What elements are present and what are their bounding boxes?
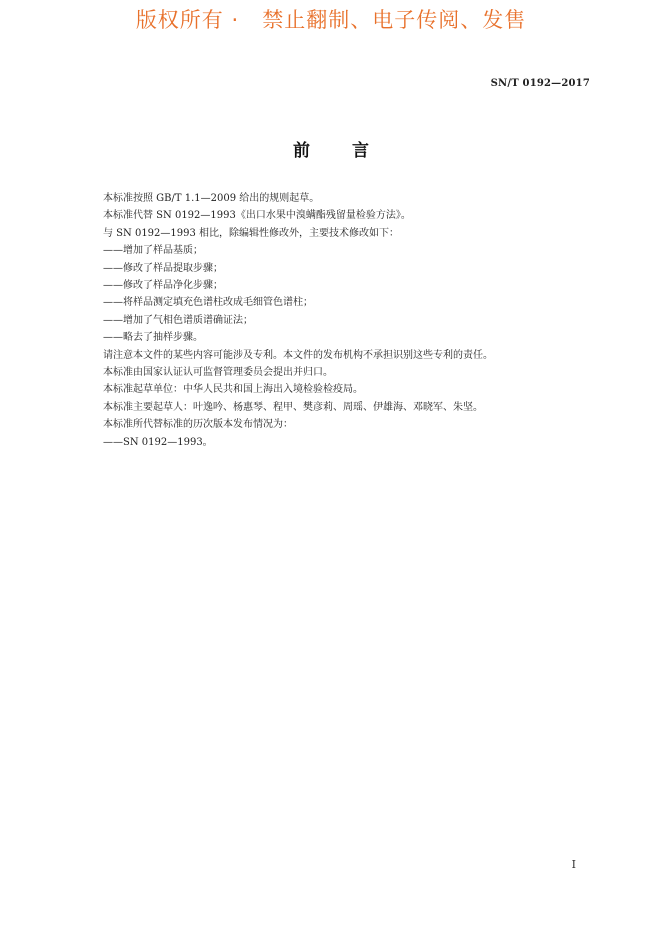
text-line: 本标准代替 SN 0192—1993《出口水果中溴螨酯残留量检验方法》。 (103, 210, 411, 222)
list-item: ——修改了样品提取步骤； (103, 262, 223, 274)
standard-code: SN/T 0192—2017 (490, 78, 590, 89)
text-line: 本标准主要起草人：叶逸吟、杨惠琴、程甲、樊彦莉、周瑶、伊雄海、邓晓军、朱坚。 (103, 401, 483, 413)
foreword-body (103, 190, 593, 451)
page-number: I (571, 858, 576, 871)
page-title: 前言 (293, 141, 411, 161)
text-line: 本标准所代替标准的历次版本发布情况为： (103, 419, 293, 431)
text-line: 与 SN 0192—1993 相比，除编辑性修改外，主要技术修改如下： (103, 227, 400, 239)
list-item: ——SN 0192—1993。 (103, 436, 213, 448)
list-item: ——修改了样品净化步骤； (103, 280, 223, 292)
text-line: 本标准起草单位：中华人民共和国上海出入境检验检疫局。 (103, 384, 363, 396)
text-line: 本标准由国家认证认可监督管理委员会提出并归口。 (103, 367, 333, 379)
text-line: 本标准按照 GB/T 1.1—2009 给出的规则起草。 (103, 193, 320, 204)
list-item: ——增加了样品基质； (103, 245, 203, 257)
list-item: ——将样品测定填充色谱柱改成毛细管色谱柱； (103, 297, 313, 309)
text-line: 请注意本文件的某些内容可能涉及专利。本文件的发布机构不承担识别这些专利的责任。 (103, 349, 493, 361)
copyright-banner: 版权所有 · 禁止翻制、电子传阅、发售 (135, 8, 527, 32)
list-item: ——略去了抽样步骤。 (103, 332, 203, 344)
list-item: ——增加了气相色谱质谱确证法； (103, 314, 253, 326)
